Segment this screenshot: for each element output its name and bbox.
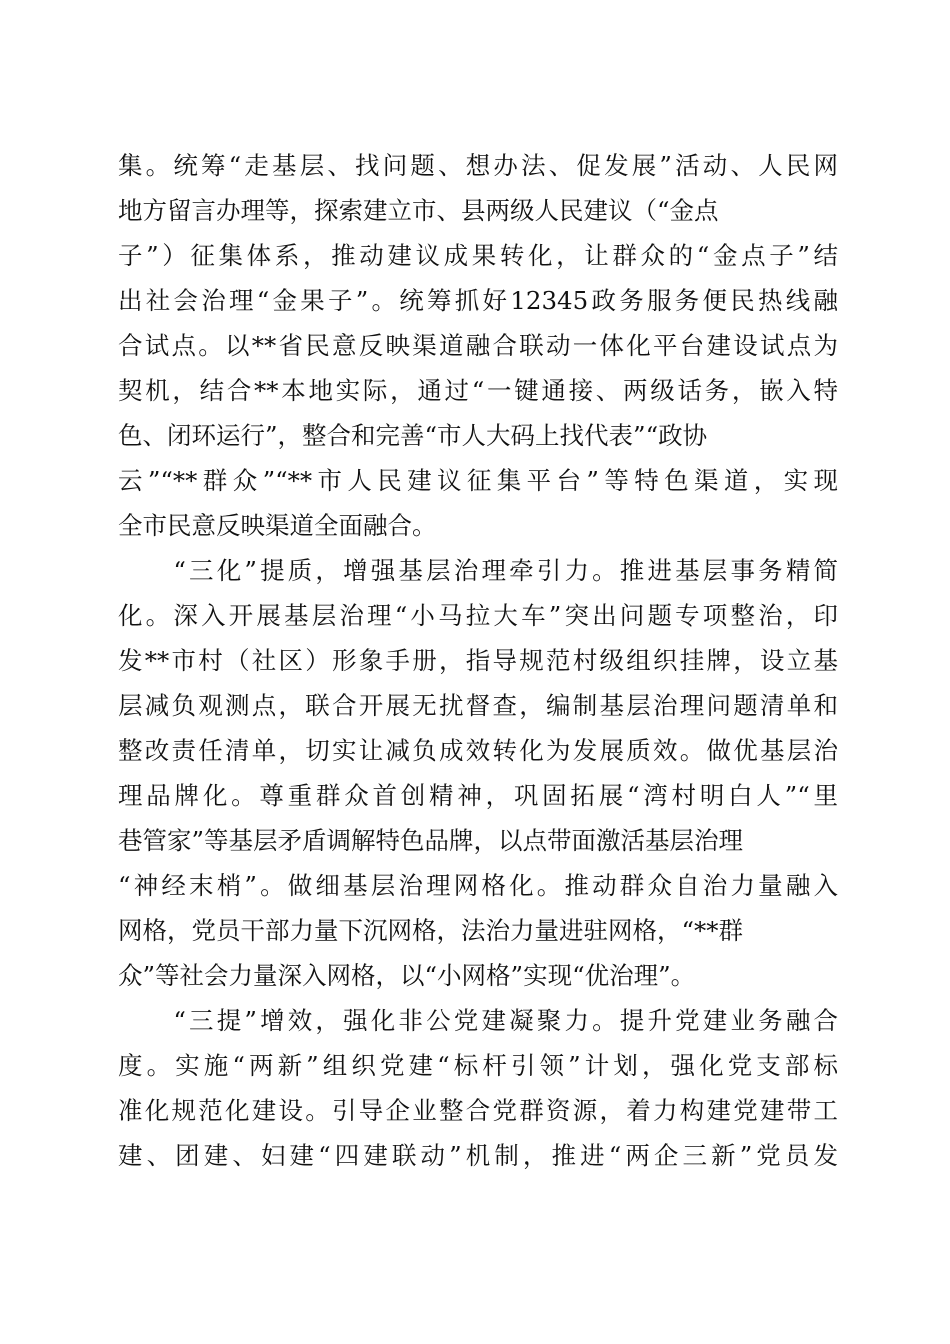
text-line: 色、闭环运行”，整合和完善“市人大码上找代表”“政协 <box>118 421 708 450</box>
text-line: 化。深入开展基层治理“小马拉大车”突出问题专项整治，印 <box>118 601 838 630</box>
body-text <box>118 143 838 1178</box>
text-line: 网格，党员干部力量下沉网格，法治力量进驻网格，“**群 <box>118 916 744 945</box>
text-line: 出社会治理“金果子”。统筹抓好12345政务服务便民热线融 <box>118 286 838 315</box>
text-line: 理品牌化。尊重群众首创精神，巩固拓展“湾村明白人”“里 <box>118 781 838 810</box>
text-line: “神经末梢”。做细基层治理网格化。推动群众自治力量融入 <box>118 871 838 900</box>
text-line: 全市民意反映渠道全面融合。 <box>118 511 437 540</box>
text-line: 发**市村（社区）形象手册，指导规范村级组织挂牌，设立基 <box>118 646 838 675</box>
text-line: 建、团建、妇建“四建联动”机制，推进“两企三新”党员发 <box>118 1141 838 1170</box>
text-line: 巷管家”等基层矛盾调解特色品牌，以点带面激活基层治理 <box>118 826 744 855</box>
text-line: 度。实施“两新”组织党建“标杆引领”计划，强化党支部标 <box>118 1051 838 1080</box>
paragraph-start: “三化”提质，增强基层治理牵引力。推进基层事务精简 <box>118 556 838 585</box>
text-line: 层减负观测点，联合开展无扰督查，编制基层治理问题清单和 <box>118 691 838 720</box>
text-line: 合试点。以**省民意反映渠道融合联动一体化平台建设试点为 <box>118 331 838 360</box>
text-line: 云”“**群众”“**市人民建议征集平台”等特色渠道，实现 <box>118 466 838 495</box>
text-line: 契机，结合**本地实际，通过“一键通接、两级话务，嵌入特 <box>118 376 838 405</box>
text-line: 准化规范化建设。引导企业整合党群资源，着力构建党建带工 <box>118 1096 838 1125</box>
text-line: 地方留言办理等，探索建立市、县两级人民建议（“金点 <box>118 196 719 225</box>
text-line: 整改责任清单，切实让减负成效转化为发展质效。做优基层治 <box>118 736 838 765</box>
paragraph-start: “三提”增效，强化非公党建凝聚力。提升党建业务融合 <box>118 1006 838 1035</box>
text-line: 集。统筹“走基层、找问题、想办法、促发展”活动、人民网 <box>118 151 838 180</box>
text-line: 子”）征集体系，推动建议成果转化，让群众的“金点子”结 <box>118 241 838 270</box>
text-line: 众”等社会力量深入网格，以“小网格”实现“优治理”。 <box>118 961 696 990</box>
